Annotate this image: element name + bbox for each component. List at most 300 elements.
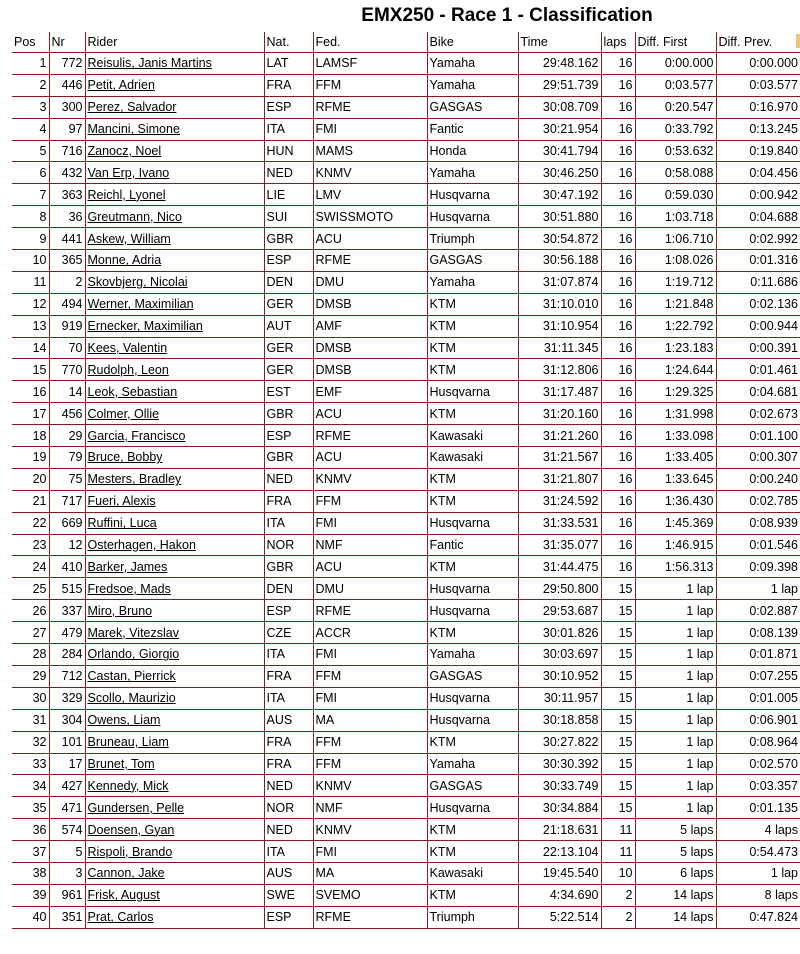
cell-diff-prev: 1 lap <box>716 862 800 884</box>
cell-pos: 8 <box>12 206 49 228</box>
cell-diff-prev: 0:01.871 <box>716 644 800 666</box>
cell-diff-first: 1 lap <box>635 797 716 819</box>
cell-laps: 15 <box>601 578 635 600</box>
table-row <box>12 490 800 512</box>
cell-nat: CZE <box>264 622 313 644</box>
cell-nr: 304 <box>49 709 85 731</box>
cell-pos: 29 <box>12 665 49 687</box>
cell-nat: AUT <box>264 315 313 337</box>
cell-nr: 284 <box>49 644 85 666</box>
rider-link[interactable]: Fueri, Alexis <box>85 490 264 512</box>
cell-nr: 2 <box>49 271 85 293</box>
cell-nr: 446 <box>49 74 85 96</box>
cell-diff-prev: 0:08.139 <box>716 622 800 644</box>
cell-time: 29:51.739 <box>518 74 601 96</box>
cell-nat: FRA <box>264 753 313 775</box>
cell-time: 30:51.880 <box>518 206 601 228</box>
rider-link[interactable]: Bruneau, Liam <box>85 731 264 753</box>
rider-link[interactable]: Greutmann, Nico <box>85 206 264 228</box>
cell-bike: GASGAS <box>427 250 518 272</box>
table-body <box>12 53 800 929</box>
cell-nr: 716 <box>49 140 85 162</box>
cell-bike: Yamaha <box>427 74 518 96</box>
cell-pos: 19 <box>12 447 49 469</box>
cell-nat: NED <box>264 162 313 184</box>
cell-bike: Triumph <box>427 906 518 928</box>
cell-nat: GER <box>264 337 313 359</box>
rider-link[interactable]: Marek, Vitezslav <box>85 622 264 644</box>
table-row <box>12 293 800 315</box>
cell-fed: MAMS <box>313 140 427 162</box>
cell-fed: RFME <box>313 250 427 272</box>
cell-bike: Husqvarna <box>427 512 518 534</box>
cell-pos: 34 <box>12 775 49 797</box>
cell-nat: FRA <box>264 490 313 512</box>
rider-link[interactable]: Werner, Maximilian <box>85 293 264 315</box>
cell-pos: 12 <box>12 293 49 315</box>
cell-diff-first: 1 lap <box>635 600 716 622</box>
cell-nat: ITA <box>264 644 313 666</box>
rider-link[interactable]: Rispoli, Brando <box>85 841 264 863</box>
cell-nr: 479 <box>49 622 85 644</box>
rider-link[interactable]: Ernecker, Maximilian <box>85 315 264 337</box>
cell-fed: ACCR <box>313 622 427 644</box>
table-row <box>12 819 800 841</box>
rider-link[interactable]: Petit, Adrien <box>85 74 264 96</box>
cell-laps: 16 <box>601 96 635 118</box>
cell-nat: LAT <box>264 53 313 75</box>
cell-nat: ITA <box>264 841 313 863</box>
rider-link[interactable]: Brunet, Tom <box>85 753 264 775</box>
cell-bike: KTM <box>427 819 518 841</box>
cell-time: 29:48.162 <box>518 53 601 75</box>
rider-link[interactable]: Bruce, Bobby <box>85 447 264 469</box>
cell-fed: FMI <box>313 644 427 666</box>
cell-fed: KNMV <box>313 468 427 490</box>
rider-link[interactable]: Reichl, Lyonel <box>85 184 264 206</box>
rider-link[interactable]: Barker, James <box>85 556 264 578</box>
rider-link[interactable]: Rudolph, Leon <box>85 359 264 381</box>
cell-bike: Husqvarna <box>427 797 518 819</box>
cell-pos: 1 <box>12 53 49 75</box>
cell-diff-prev: 0:02.570 <box>716 753 800 775</box>
cell-diff-first: 5 laps <box>635 841 716 863</box>
classification-table <box>12 32 800 929</box>
cell-diff-first: 0:53.632 <box>635 140 716 162</box>
cell-laps: 16 <box>601 53 635 75</box>
cell-diff-prev: 0:16.970 <box>716 96 800 118</box>
cell-fed: NMF <box>313 797 427 819</box>
rider-link[interactable]: Kees, Valentin <box>85 337 264 359</box>
cell-diff-prev: 0:00.240 <box>716 468 800 490</box>
cell-laps: 11 <box>601 841 635 863</box>
table-row <box>12 600 800 622</box>
cell-diff-prev: 0:02.785 <box>716 490 800 512</box>
cell-pos: 20 <box>12 468 49 490</box>
cell-fed: ACU <box>313 403 427 425</box>
cell-diff-prev: 0:00.391 <box>716 337 800 359</box>
cell-nat: ESP <box>264 425 313 447</box>
cell-bike: Triumph <box>427 228 518 250</box>
cell-bike: GASGAS <box>427 775 518 797</box>
cell-pos: 36 <box>12 819 49 841</box>
rider-link[interactable]: Ruffini, Luca <box>85 512 264 534</box>
rider-link[interactable]: Fredsoe, Mads <box>85 578 264 600</box>
cell-fed: KNMV <box>313 162 427 184</box>
cell-diff-prev: 0:04.688 <box>716 206 800 228</box>
table-row <box>12 753 800 775</box>
cell-laps: 16 <box>601 556 635 578</box>
cell-diff-prev: 0:02.136 <box>716 293 800 315</box>
cell-fed: FMI <box>313 118 427 140</box>
cell-nr: 515 <box>49 578 85 600</box>
cell-diff-prev: 0:00.942 <box>716 184 800 206</box>
cell-diff-prev: 8 laps <box>716 884 800 906</box>
cell-time: 30:21.954 <box>518 118 601 140</box>
cell-pos: 25 <box>12 578 49 600</box>
cell-pos: 7 <box>12 184 49 206</box>
table-row <box>12 731 800 753</box>
cell-nr: 351 <box>49 906 85 928</box>
cell-fed: MA <box>313 862 427 884</box>
rider-link[interactable]: Colmer, Ollie <box>85 403 264 425</box>
cell-nat: FRA <box>264 665 313 687</box>
cell-laps: 16 <box>601 74 635 96</box>
cell-diff-first: 1 lap <box>635 753 716 775</box>
cell-pos: 39 <box>12 884 49 906</box>
rider-link[interactable]: Reisulis, Janis Martins <box>85 53 264 75</box>
cell-time: 19:45.540 <box>518 862 601 884</box>
table-row <box>12 53 800 75</box>
cell-nr: 363 <box>49 184 85 206</box>
table-row <box>12 447 800 469</box>
cell-nr: 14 <box>49 381 85 403</box>
cell-bike: Husqvarna <box>427 709 518 731</box>
table-row <box>12 206 800 228</box>
cell-bike: KTM <box>427 315 518 337</box>
table-row <box>12 644 800 666</box>
rider-link[interactable]: Mesters, Bradley <box>85 468 264 490</box>
cell-diff-prev: 0:02.887 <box>716 600 800 622</box>
cell-laps: 16 <box>601 228 635 250</box>
column-header-diff-prev: Diff. Prev. <box>716 32 800 53</box>
cell-pos: 30 <box>12 687 49 709</box>
rider-link[interactable]: Owens, Liam <box>85 709 264 731</box>
cell-laps: 2 <box>601 906 635 928</box>
rider-link[interactable]: Garcia, Francisco <box>85 425 264 447</box>
column-header-nat: Nat. <box>264 32 313 53</box>
table-row <box>12 884 800 906</box>
cell-time: 31:44.475 <box>518 556 601 578</box>
cell-nr: 97 <box>49 118 85 140</box>
table-row <box>12 665 800 687</box>
cell-fed: SWISSMOTO <box>313 206 427 228</box>
cell-time: 30:56.188 <box>518 250 601 272</box>
rider-link[interactable]: Zanocz, Noel <box>85 140 264 162</box>
cell-nat: NED <box>264 775 313 797</box>
cell-bike: Yamaha <box>427 271 518 293</box>
cell-time: 30:41.794 <box>518 140 601 162</box>
cell-nr: 36 <box>49 206 85 228</box>
rider-link[interactable]: Frisk, August <box>85 884 264 906</box>
rider-link[interactable]: Scollo, Maurizio <box>85 687 264 709</box>
cell-diff-prev: 0:00.000 <box>716 53 800 75</box>
rider-link[interactable]: Van Erp, Ivano <box>85 162 264 184</box>
cell-laps: 16 <box>601 293 635 315</box>
cell-time: 31:10.010 <box>518 293 601 315</box>
cell-diff-first: 1:03.718 <box>635 206 716 228</box>
cell-nr: 337 <box>49 600 85 622</box>
cell-pos: 26 <box>12 600 49 622</box>
cell-nat: NOR <box>264 797 313 819</box>
cell-nat: ESP <box>264 600 313 622</box>
cell-nr: 574 <box>49 819 85 841</box>
cell-diff-first: 1 lap <box>635 665 716 687</box>
cell-laps: 16 <box>601 534 635 556</box>
cell-diff-first: 1:21.848 <box>635 293 716 315</box>
cell-bike: Husqvarna <box>427 381 518 403</box>
cell-nr: 101 <box>49 731 85 753</box>
cell-bike: Yamaha <box>427 162 518 184</box>
cell-time: 30:46.250 <box>518 162 601 184</box>
rider-link[interactable]: Monne, Adria <box>85 250 264 272</box>
column-header-time: Time <box>518 32 601 53</box>
cell-nr: 5 <box>49 841 85 863</box>
cell-fed: RFME <box>313 425 427 447</box>
cell-diff-first: 1:31.998 <box>635 403 716 425</box>
cell-time: 31:11.345 <box>518 337 601 359</box>
table-row <box>12 381 800 403</box>
cell-diff-prev: 0:02.992 <box>716 228 800 250</box>
cell-laps: 16 <box>601 140 635 162</box>
cell-laps: 15 <box>601 775 635 797</box>
cell-fed: DMSB <box>313 337 427 359</box>
column-header-bike: Bike <box>427 32 518 53</box>
cell-nat: GBR <box>264 447 313 469</box>
cell-laps: 16 <box>601 250 635 272</box>
table-row <box>12 841 800 863</box>
cell-pos: 3 <box>12 96 49 118</box>
cell-nat: EST <box>264 381 313 403</box>
cell-pos: 6 <box>12 162 49 184</box>
cell-laps: 15 <box>601 731 635 753</box>
cell-bike: Fantic <box>427 534 518 556</box>
cell-fed: NMF <box>313 534 427 556</box>
cell-laps: 2 <box>601 884 635 906</box>
cell-fed: FMI <box>313 512 427 534</box>
cell-fed: FFM <box>313 731 427 753</box>
cell-nat: HUN <box>264 140 313 162</box>
cell-laps: 16 <box>601 381 635 403</box>
cell-nr: 441 <box>49 228 85 250</box>
cell-bike: Kawasaki <box>427 425 518 447</box>
cell-laps: 15 <box>601 622 635 644</box>
cell-nat: GER <box>264 359 313 381</box>
cell-fed: AMF <box>313 315 427 337</box>
rider-link[interactable]: Skovbjerg, Nicolai <box>85 271 264 293</box>
cell-fed: FFM <box>313 74 427 96</box>
cell-diff-first: 14 laps <box>635 884 716 906</box>
cell-pos: 18 <box>12 425 49 447</box>
cell-time: 31:07.874 <box>518 271 601 293</box>
column-header-nr: Nr <box>49 32 85 53</box>
cell-fed: DMU <box>313 578 427 600</box>
cell-fed: FFM <box>313 665 427 687</box>
cell-diff-prev: 0:01.135 <box>716 797 800 819</box>
rider-link[interactable]: Miro, Bruno <box>85 600 264 622</box>
cell-time: 31:17.487 <box>518 381 601 403</box>
cell-bike: KTM <box>427 490 518 512</box>
rider-link[interactable]: Doensen, Gyan <box>85 819 264 841</box>
cell-bike: KTM <box>427 293 518 315</box>
cell-nr: 29 <box>49 425 85 447</box>
cell-time: 31:21.807 <box>518 468 601 490</box>
cell-time: 30:47.192 <box>518 184 601 206</box>
cell-pos: 28 <box>12 644 49 666</box>
rider-link[interactable]: Mancini, Simone <box>85 118 264 140</box>
cell-nr: 79 <box>49 447 85 469</box>
cell-bike: Yamaha <box>427 53 518 75</box>
cell-nat: ITA <box>264 687 313 709</box>
cell-time: 31:10.954 <box>518 315 601 337</box>
cell-pos: 31 <box>12 709 49 731</box>
cell-fed: RFME <box>313 96 427 118</box>
cell-diff-first: 1 lap <box>635 622 716 644</box>
cell-diff-prev: 1 lap <box>716 578 800 600</box>
cell-nr: 961 <box>49 884 85 906</box>
column-header-pos: Pos <box>12 32 49 53</box>
rider-link[interactable]: Prat, Carlos <box>85 906 264 928</box>
cell-pos: 9 <box>12 228 49 250</box>
cell-nr: 17 <box>49 753 85 775</box>
table-row <box>12 425 800 447</box>
table-row <box>12 359 800 381</box>
cell-laps: 10 <box>601 862 635 884</box>
rider-link[interactable]: Osterhagen, Hakon <box>85 534 264 556</box>
cell-diff-prev: 0:01.100 <box>716 425 800 447</box>
cell-bike: KTM <box>427 731 518 753</box>
cell-diff-prev: 0:00.307 <box>716 447 800 469</box>
table-row <box>12 96 800 118</box>
cell-bike: Husqvarna <box>427 687 518 709</box>
cell-diff-first: 1 lap <box>635 731 716 753</box>
cell-fed: KNMV <box>313 775 427 797</box>
cell-diff-first: 14 laps <box>635 906 716 928</box>
rider-link[interactable]: Leok, Sebastian <box>85 381 264 403</box>
cell-pos: 23 <box>12 534 49 556</box>
page-title: EMX250 - Race 1 - Classification <box>361 5 653 26</box>
cell-fed: ACU <box>313 447 427 469</box>
cell-nat: GBR <box>264 403 313 425</box>
cell-nr: 712 <box>49 665 85 687</box>
cell-fed: RFME <box>313 906 427 928</box>
cell-bike: KTM <box>427 884 518 906</box>
cell-pos: 15 <box>12 359 49 381</box>
rider-link[interactable]: Perez, Salvador <box>85 96 264 118</box>
cell-diff-prev: 0:00.944 <box>716 315 800 337</box>
table-row <box>12 709 800 731</box>
cell-diff-prev: 0:01.546 <box>716 534 800 556</box>
table-row <box>12 468 800 490</box>
cell-time: 29:50.800 <box>518 578 601 600</box>
cell-nr: 770 <box>49 359 85 381</box>
cell-bike: KTM <box>427 556 518 578</box>
cell-diff-prev: 0:07.255 <box>716 665 800 687</box>
cell-nr: 919 <box>49 315 85 337</box>
cell-nat: NOR <box>264 534 313 556</box>
cell-diff-first: 1:46.915 <box>635 534 716 556</box>
rider-link[interactable]: Cannon, Jake <box>85 862 264 884</box>
cell-bike: Yamaha <box>427 753 518 775</box>
cell-laps: 16 <box>601 206 635 228</box>
rider-link[interactable]: Askew, William <box>85 228 264 250</box>
cell-bike: GASGAS <box>427 665 518 687</box>
cell-diff-first: 1 lap <box>635 578 716 600</box>
cell-time: 31:24.592 <box>518 490 601 512</box>
cell-nr: 772 <box>49 53 85 75</box>
cell-diff-first: 0:20.547 <box>635 96 716 118</box>
cell-diff-first: 0:58.088 <box>635 162 716 184</box>
cell-laps: 15 <box>601 687 635 709</box>
cell-nr: 329 <box>49 687 85 709</box>
table-row <box>12 622 800 644</box>
cell-diff-prev: 0:01.005 <box>716 687 800 709</box>
cell-diff-first: 0:03.577 <box>635 74 716 96</box>
cell-bike: Kawasaki <box>427 447 518 469</box>
table-row <box>12 862 800 884</box>
cell-nr: 471 <box>49 797 85 819</box>
cell-time: 22:13.104 <box>518 841 601 863</box>
cell-nat: SUI <box>264 206 313 228</box>
cell-nr: 432 <box>49 162 85 184</box>
cell-bike: Yamaha <box>427 644 518 666</box>
rider-link[interactable]: Orlando, Giorgio <box>85 644 264 666</box>
cell-pos: 13 <box>12 315 49 337</box>
cell-diff-first: 1:33.405 <box>635 447 716 469</box>
cell-pos: 11 <box>12 271 49 293</box>
cell-diff-prev: 4 laps <box>716 819 800 841</box>
cell-time: 31:20.160 <box>518 403 601 425</box>
cell-pos: 4 <box>12 118 49 140</box>
cell-nr: 12 <box>49 534 85 556</box>
rider-link[interactable]: Gundersen, Pelle <box>85 797 264 819</box>
cell-laps: 16 <box>601 315 635 337</box>
cell-diff-first: 1:08.026 <box>635 250 716 272</box>
cell-diff-prev: 0:02.673 <box>716 403 800 425</box>
cell-laps: 16 <box>601 425 635 447</box>
cell-nat: NED <box>264 819 313 841</box>
cell-diff-prev: 0:04.456 <box>716 162 800 184</box>
cell-time: 30:27.822 <box>518 731 601 753</box>
cell-laps: 16 <box>601 162 635 184</box>
cell-pos: 22 <box>12 512 49 534</box>
cell-pos: 5 <box>12 140 49 162</box>
cell-laps: 15 <box>601 753 635 775</box>
cell-nr: 494 <box>49 293 85 315</box>
cell-diff-first: 6 laps <box>635 862 716 884</box>
cell-pos: 38 <box>12 862 49 884</box>
cell-time: 30:33.749 <box>518 775 601 797</box>
rider-link[interactable]: Castan, Pierrick <box>85 665 264 687</box>
cell-fed: KNMV <box>313 819 427 841</box>
cell-fed: LAMSF <box>313 53 427 75</box>
table-row <box>12 315 800 337</box>
table-row <box>12 906 800 928</box>
cell-bike: KTM <box>427 841 518 863</box>
rider-link[interactable]: Kennedy, Mick <box>85 775 264 797</box>
cell-laps: 16 <box>601 184 635 206</box>
cell-diff-first: 1:19.712 <box>635 271 716 293</box>
